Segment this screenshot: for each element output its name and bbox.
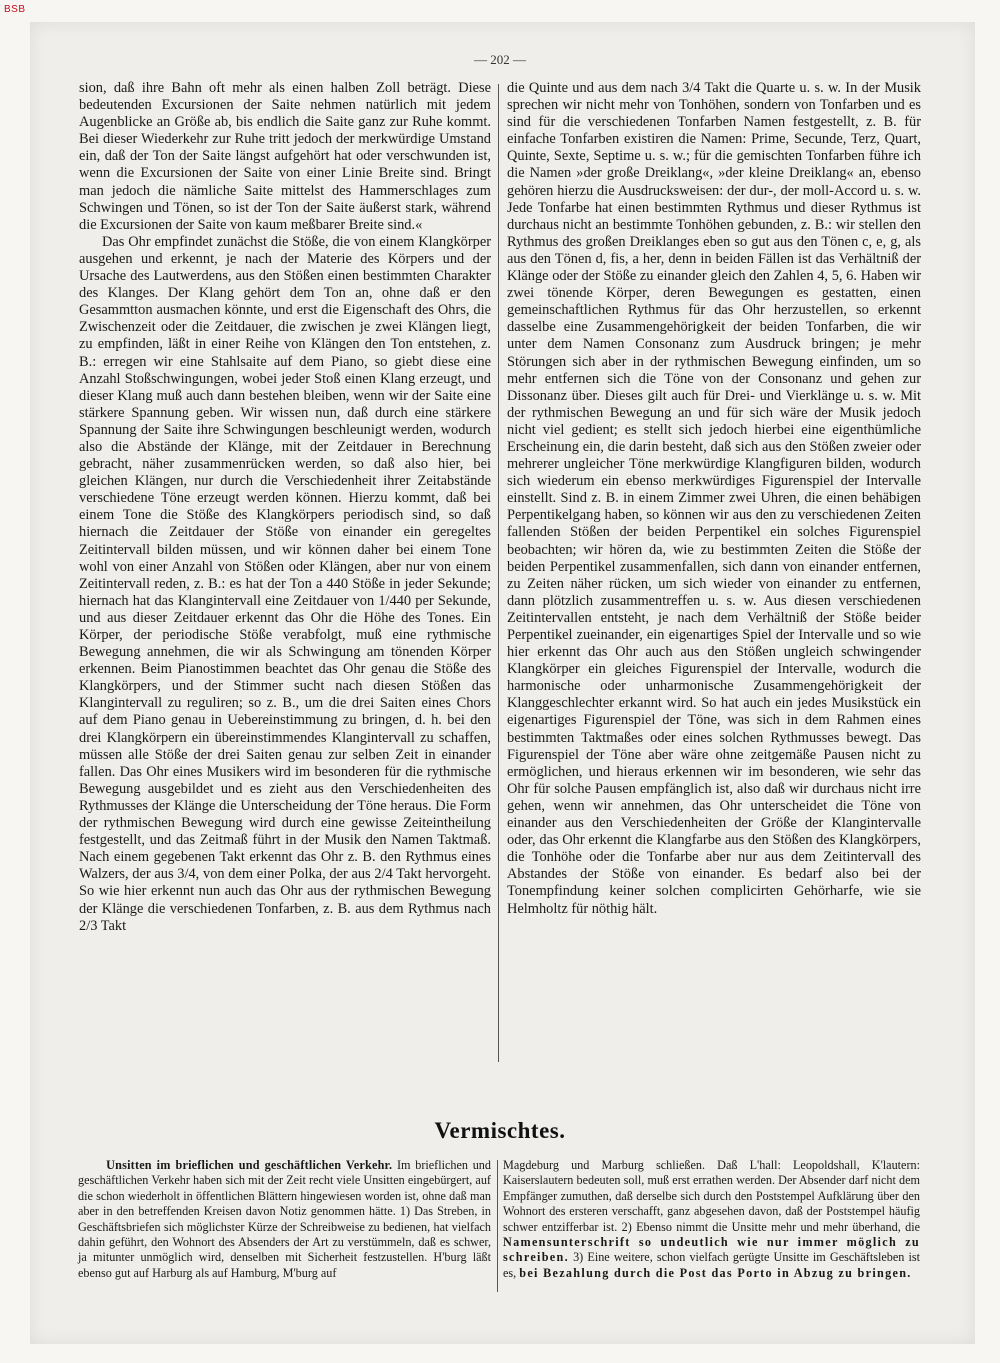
article-text: Magdeburg und Marburg schließen. Daß L'hall: Leopoldshall, K'lautern: Kaiserslautern bedeuten soll, muß erst errathen werden. Der Absender darf nicht dem Empfänger zumuthen, daß derselbe sich durch den Poststempel Aufklärung über den Wohnort des ersteren verschafft, ganz abgesehen davon, daß der Poststempel häufig schwer entzifferbar ist. 2) Ebenso nimmt die Unsitte mehr und mehr überhand, die (503, 1158, 920, 1234)
column-divider (498, 84, 499, 1062)
emphasis-text: Namensunterschrift so undeutlich wie nur immer möglich zu schreiben. (503, 1235, 920, 1265)
misc-article-continued (503, 1158, 920, 1281)
article-text: Im brieflichen und geschäftlichen Verkehr haben sich mit der Zeit recht viele Unsitten eingebürgert, auf die schon wiederholt in öffentlichen Blättern hingewiesen worden ist, ohne daß man aber in den betreffenden Kreisen davon Notiz genommen hätte. 1) Das Streben, in Geschäftsbriefen sich möglichster Kürze der Schreibweise zu bedienen, hat vielfach dahin geführt, den Wohnort des Absenders der Art zu verstümmeln, daß es schwer, ja mitunter unmöglich wird, denselben mit Sicherheit festzustellen. H'burg läßt ebenso gut auf Harburg als auf Hamburg, M'burg auf (78, 1158, 491, 1280)
misc-article (78, 1158, 491, 1281)
paragraph: sion, daß ihre Bahn oft mehr als einen halben Zoll beträgt. Diese bedeutenden Excursionen der Saite nehmen natürlich mit jedem Augenblicke an Größe ab, bis endlich die Saite ganz zur Ruhe kommt. Bei dieser Wiederkehr zur Ruhe tritt jedoch der merkwürdige Umstand ein, daß der Ton der Saite längst aufgehört hat oder verschwunden ist, wenn die Excursionen der Saite von einer Linie Breite sind. Bringt man jedoch die nämliche Saite mittelst des Hammerschlages zum Schwingen und Tönen, so ist der Ton der Saite äußerst stark, während die Excursionen der Saite von kaum meßbarer Breite sind.« (79, 80, 491, 233)
right-column (507, 80, 921, 918)
left-column (79, 80, 491, 935)
paragraph: Das Ohr empfindet zunächst die Stöße, die von einem Klangkörper ausgehen und erkennt, je nach der Materie des Körpers und der Ursache des Lautwerdens, aus den Stößen einen bestimmten Charakter des Klanges. Der Klang gehört dem Ton an, ohne daß er den Gesammtton ausmachen könnte, und erst die Eigenschaft des Ohrs, die Zwischenzeit oder die Zeitdauer, die zwischen je zwei Klängen liegt, zu empfinden, läßt in einer Reihe von Klängen den Ton entstehen, z. B.: erregen wir eine Stahlsaite auf dem Piano, so giebt diese eine Anzahl Stoßschwingungen, wobei jeder Stoß einen Klang erzeugt, und dieser Klang muß auch dann bestehen bleiben, wenn wir der Saite eine stärkere Spannung geben. Wir wissen nun, daß durch eine stärkere Spannung der Saite ihre Schwingungen beschleunigt werden, wodurch also die Abstände der Klänge, mit der Zeitdauer in Berechnung gebracht, näher zusammenrücken werden, so daß also hier, bei gleichen Klängen, nur durch die Verschiedenheit ihrer Zeitabstände verschiedene Töne erzeugt werden können. Hierzu kommt, daß bei einem Tone die Stöße des Klangkörpers periodisch sind, so daß hiernach die Zeitdauer der Stöße von einander ein geregeltes Zeitintervall bilden müssen, und wir können daher bei einem Tone wohl von einer Anzahl von Stößen oder Klängen, aber nur von einem Zeitintervall reden, z. B.: es hat der Ton a 440 Stöße in jeder Sekunde; hiernach hat das Klangintervall eine Zeitdauer von 1/440 per Sekunde, und aus dieser Zeitdauer erkennt das Ohr die Höhe des Tones. Ein Körper, der periodische Stöße verabfolgt, muß eine rythmische Bewegung annehmen, die wir als Schwingung am tönenden Körper erkennen. Beim Pianostimmen beachtet das Ohr genau die Stöße des Klangkörpers, und der Stimmer sucht nach diesen Stößen das Klangintervall zu reguliren; so z. B., um die drei Saiten eines Chors auf dem Piano genau in Uebereinstimmung zu bringen, d. h. bei den drei Klangkörpern ein übereinstimmendes Klangintervall zu schaffen, müssen alle Stöße der drei Saiten genau zur selben Zeit in einander fallen. Das Ohr eines Musikers wird im besonderen für die rythmische Bewegung ausgebildet und es zieht aus den Verschiedenheiten des Rythmusses der Klänge die Unterscheidung der Töne heraus. Die Form der rythmischen Bewegung wird durch eine gewisse Zeiteintheilung festgestellt, und das Zeitmaß führt in der Musik den Namen Taktmaß. Nach einem gegebenen Takt erkennt das Ohr z. B. den Rythmus eines Walzers, der aus 3/4, von dem einer Polka, der aus 2/4 Takt hervorgeht. So wie hier erkennt nun auch das Ohr aus der rythmischen Bewegung der Klänge die verschiedenen Tonfarben, z. B. aus dem Rythmus nach 2/3 Takt (79, 233, 491, 934)
misc-column-divider (497, 1160, 498, 1292)
section-title: Vermischtes. (434, 1118, 566, 1143)
article-text: 3) Eine weitere, schon vielfach gerügte Unsitte im Geschäftsleben ist es, (503, 1250, 920, 1280)
misc-right-column (503, 1158, 920, 1281)
library-stamp: BSB (4, 4, 26, 15)
article-heading: Unsitten im brieflichen und geschäftlichen Verkehr. (106, 1158, 393, 1172)
misc-left-column (78, 1158, 491, 1281)
emphasis-text: bei Bezahlung durch die Post das Porto in Abzug zu bringen. (519, 1265, 912, 1280)
paragraph: die Quinte und aus dem nach 3/4 Takt die Quarte u. s. w. In der Musik sprechen wir nicht mehr von Tonhöhen, sondern von Tonfarben und es sind für die verschiedenen Tonfarben Namen festgestellt, z. B. für einfache Tonfarben existiren die Namen: Prime, Secunde, Terz, Quart, Quinte, Sexte, Septime u. s. w.; für die gemischten Tonfarben führe ich die Namen »der große Dreiklang«, »der kleine Dreiklang« an, ebenso gehören hierzu die Ausdrucksweisen: der dur-, der moll-Accord u. s. w. Jede Tonfarbe hat einen bestimmten Rythmus und dieser Rythmus ist durchaus nicht an bestimmte Tonhöhen gebunden, z. B.: wir stellen den Rythmus des großen Dreiklanges eben so gut aus den Tönen c, e, g, als aus den Tönen d, fis, a her, denn in beiden Fällen ist das Verhältniß der Klänge oder der Stöße zu einander gleich den Zahlen 4, 5, 6. Haben wir zwei tönende Körper, deren Bewegungen es gestatten, einen gemeinschaftlichen Rythmus für das Ohr herzustellen, so erkennt dasselbe eine Zusammengehörigkeit der beiden Tonfarben, die wir unter dem Namen Consonanz zum Ausdruck bringen; je mehr Störungen sich aber in der rythmischen Bewegung einfinden, um so mehr entfernen sich die Töne von der Consonanz und gehen zur Dissonanz über. Dieses gilt auch für Drei- und Vierklänge u. s. w. Mit der rythmischen Bewegung an und für sich wäre der Musik jedoch nicht viel gedient; es stellt sich jedoch hierbei eine eigenthümliche Erscheinung ein, die darin besteht, daß sich aus den Stößen zweier oder mehrerer ungleicher Töne merkwürdige Klangfiguren bilden, wodurch sich wiederum ein ebenso merkwürdiges Figurenspiel der Intervalle einstellt. Sind z. B. in einem Zimmer zwei Uhren, die einen behäbigen Perpentikelgang haben, so können wir aus den zu verschiedenen Zeiten fallenden Stößen der beiden Perpentikel ein solches Figurenspiel beobachten; wir hören da, wie zu bestimmten Zeiten die Stöße der beiden Perpentikel zusammenfallen, sich dann von einander entfernen, zu Zeiten näher rücken, um sich wieder von einander zu entfernen, dann plötzlich zusammentreffen u. s. w. Aus diesen verschiedenen Zeitintervallen entsteht, je nach dem Verhältniß der Stöße beider Perpentikel zueinander, ein eigenartiges Spiel der Intervalle und so wie hier erkennt das Ohr auch aus den Stößen ungleich schwingender Klangkörper ein gleiches Figurenspiel der Intervalle, wodurch die harmonische oder unharmonische Zusammengehörigkeit der Klanggeschlechter erkannt wird. So hat auch ein jedes Musikstück ein eigenartiges Figurenspiel der Töne, was sich in dem Rahmen eines bestimmten Taktmaßes oder eines solchen Rythmusses bewegt. Das Figurenspiel der Töne aber wäre ohne zeitgemäße Pausen nicht zu ermöglichen, und hieraus erkennen wir im besonderen, wie sehr das Ohr für solche Pausen empfänglich ist, also daß wir durchaus nicht irre gehen, wenn wir annehmen, das Ohr unterscheidet die Töne von einander aus den Verschiedenheiten der Größe der Klangintervalle oder, das Ohr erkennt die Klangfarbe aus den Stößen des Klangkörpers, die Tonhöhe oder die Tonfarbe aber nur aus dem Zeitintervall des Abstandes der Stöße von einander. Es bedarf also bei der Tonempfindung keiner solchen complicirten Gehörharfe, wie sie Helmholtz für nöthig hält. (507, 80, 921, 917)
page-number: — 202 — (474, 52, 526, 67)
